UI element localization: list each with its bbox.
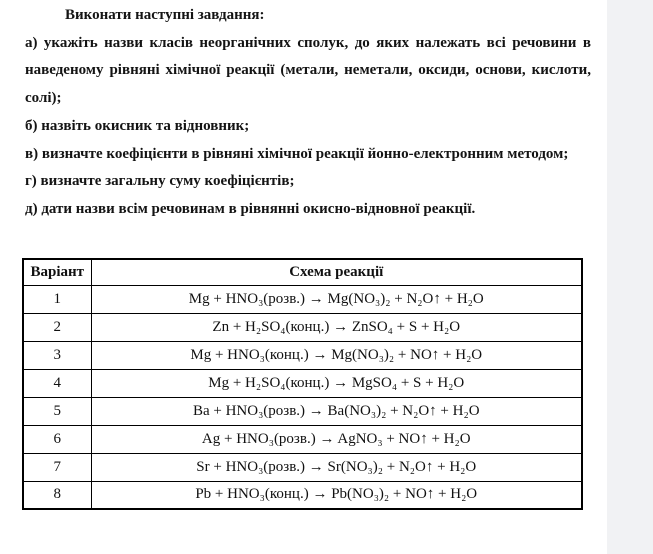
- task-item-v: в) визначте коефіцієнти в рівняні хімічної реакції йонно-електронним методом;: [25, 145, 569, 162]
- variant-number: 4: [23, 369, 91, 397]
- variant-number: 6: [23, 425, 91, 453]
- reaction-scheme: Mg + HNO₃(розв.) → Mg(NO₃)₂ + N₂O↑ + H₂O: [91, 285, 582, 313]
- variant-number: 2: [23, 313, 91, 341]
- reaction-scheme: Ag + HNO₃(розв.) → AgNO₃ + NO↑ + H₂O: [91, 425, 582, 453]
- header-scheme: Схема реакції: [91, 259, 582, 285]
- table-row: [23, 313, 582, 341]
- reaction-scheme: Mg + H₂SO₄(конц.) → MgSO₄ + S + H₂O: [91, 369, 582, 397]
- task-item-a: а) укажіть назви класів неорганічних сполук, до яких належать всі речовини в наведеному рівняні хімічної реакції (метали, неметали, оксиди, основи, кислоти, солі);: [25, 34, 591, 107]
- reaction-variants-table: [22, 258, 583, 510]
- variant-number: 7: [23, 453, 91, 481]
- task-item-d: д) дати назви всім речовинам в рівнянні окисно-відновної реакції.: [25, 200, 476, 217]
- task-item-g: г) визначте загальну суму коефіцієнтів;: [25, 173, 295, 190]
- table-row: [23, 453, 582, 481]
- reaction-scheme: Ba + HNO₃(розв.) → Ba(NO₃)₂ + N₂O↑ + H₂O: [91, 397, 582, 425]
- table-row: [23, 369, 582, 397]
- table-row: [23, 425, 582, 453]
- reaction-scheme: Zn + H₂SO₄(конц.) → ZnSO₄ + S + H₂O: [91, 313, 582, 341]
- page-right-gutter: [607, 0, 653, 554]
- reaction-scheme: Mg + HNO₃(конц.) → Mg(NO₃)₂ + NO↑ + H₂O: [91, 341, 582, 369]
- table-row: [23, 285, 582, 313]
- variant-number: 3: [23, 341, 91, 369]
- table-row: [23, 481, 582, 509]
- reaction-scheme: Pb + HNO₃(конц.) → Pb(NO₃)₂ + NO↑ + H₂O: [91, 481, 582, 509]
- task-item-b: б) назвіть окисник та відновник;: [25, 117, 250, 134]
- variant-number: 5: [23, 397, 91, 425]
- task-list-section: [0, 0, 600, 224]
- table-header-row: [23, 259, 582, 285]
- variant-number: 1: [23, 285, 91, 313]
- table-row: [23, 397, 582, 425]
- header-variant: Варіант: [23, 259, 91, 285]
- variant-number: 8: [23, 481, 91, 509]
- document-title: Виконати наступні завдання:: [65, 7, 265, 23]
- reaction-scheme: Sr + HNO₃(розв.) → Sr(NO₃)₂ + N₂O↑ + H₂O: [91, 453, 582, 481]
- table-row: [23, 341, 582, 369]
